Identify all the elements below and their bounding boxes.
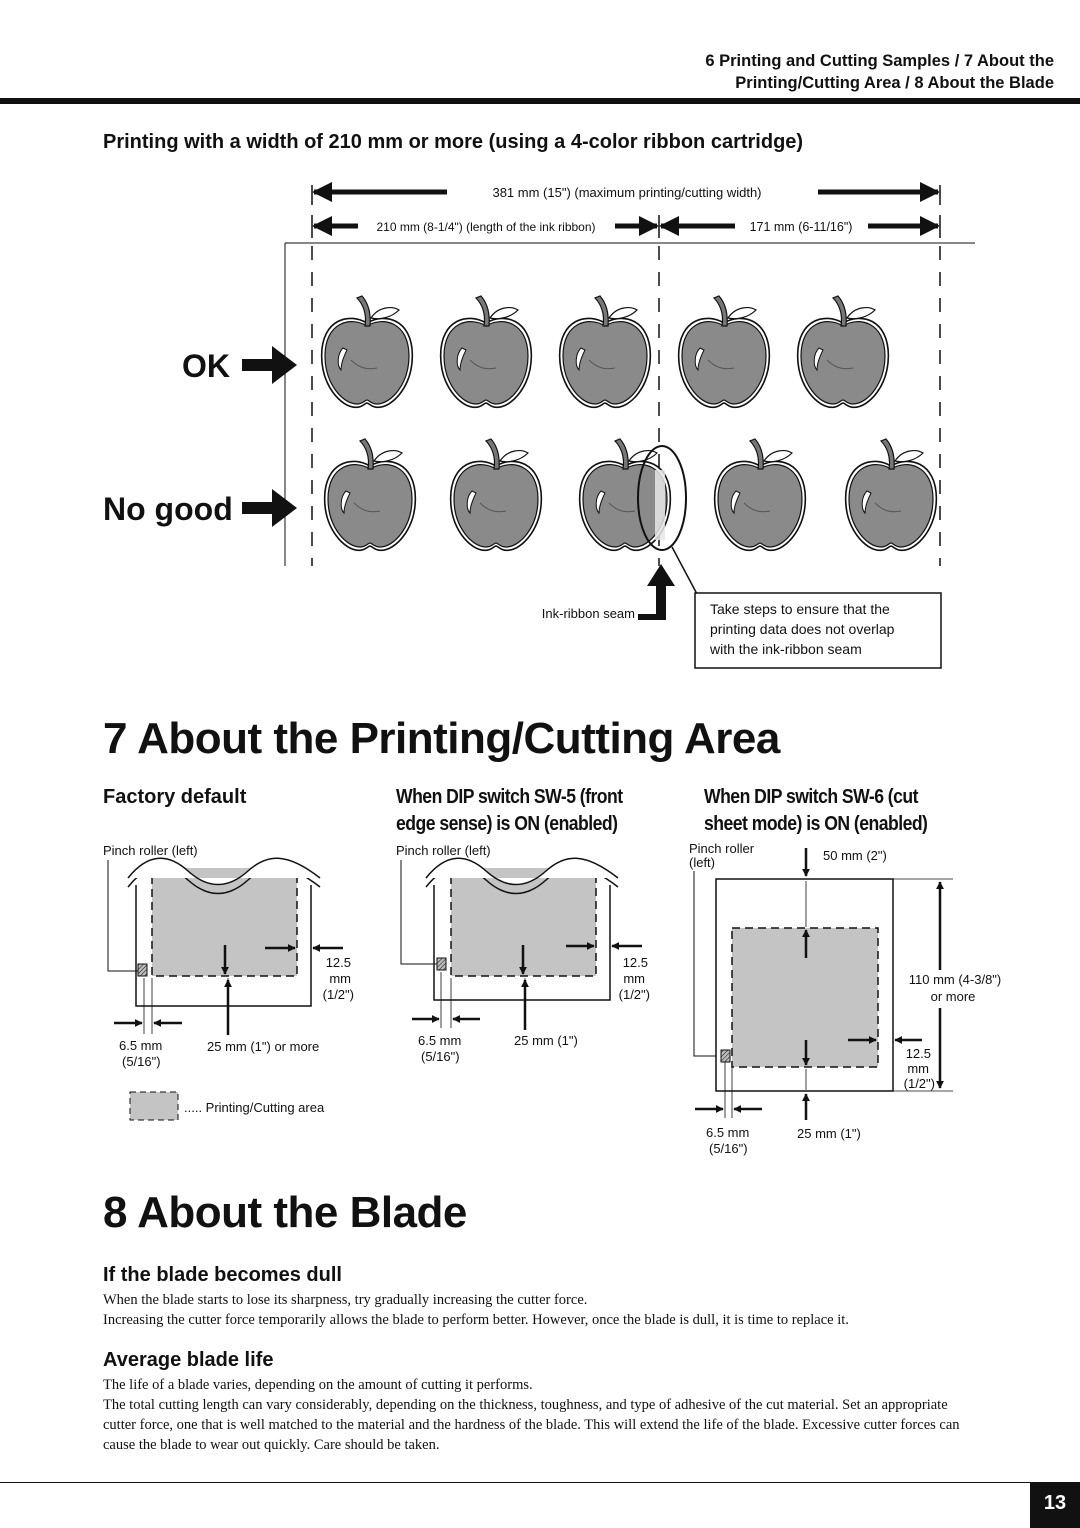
dull-blade-paragraph-2: Increasing the cutter force temporarily allows the blade to perform better. However, once the blade is dull, it is time to replace it. (103, 1312, 849, 1328)
col1-pinch-label: Pinch roller (left) (103, 843, 198, 858)
ok-arrow-icon (242, 346, 297, 384)
col2-bottom-margin-label: 25 mm (1") (514, 1033, 578, 1048)
col1-right-margin-unit: mm (329, 971, 351, 986)
sw5-heading (396, 784, 623, 838)
sw6-heading-line1: When DIP switch SW-6 (cut (704, 786, 918, 808)
callout-line3: with the ink-ribbon seam (710, 641, 862, 657)
apple-icon (325, 439, 416, 550)
sw5-heading-line2: edge sense) is ON (enabled) (396, 813, 618, 835)
factory-default-diagram (103, 843, 354, 1120)
col3-left-margin-inch: (5/16") (709, 1141, 748, 1156)
apple-icon (441, 296, 532, 407)
apple-icon (715, 439, 806, 550)
col3-right-margin-value: 12.5 (905, 1046, 931, 1061)
col3-bottom-margin-label: 25 mm (1") (797, 1126, 861, 1141)
col1-left-margin-inch: (5/16") (122, 1054, 161, 1069)
ok-label: OK (182, 348, 230, 384)
no-good-row-apples (325, 439, 937, 550)
col1-left-margin-value: 6.5 mm (119, 1038, 163, 1053)
page-number: 13 (1030, 1483, 1080, 1528)
col2-right-margin-value: 12.5 (622, 955, 648, 970)
ok-row-apples (322, 296, 889, 407)
blade-life-text (103, 1375, 983, 1455)
legend-swatch (130, 1092, 178, 1120)
no-good-arrow-icon (242, 489, 297, 527)
col3-right-margin-unit: mm (907, 1061, 929, 1076)
apple-icon (451, 439, 542, 550)
dull-blade-text (103, 1290, 983, 1330)
area-section-title: 7 About the Printing/Cutting Area (103, 714, 780, 763)
sw5-heading-line1: When DIP switch SW-5 (front (396, 786, 623, 808)
blade-life-heading: Average blade life (103, 1349, 274, 1371)
col3-pinch-label: Pinch roller (689, 841, 755, 856)
factory-default-heading: Factory default (103, 786, 247, 808)
callout-line1: Take steps to ensure that the (710, 601, 890, 617)
dull-blade-heading: If the blade becomes dull (103, 1264, 342, 1286)
dull-blade-paragraph-1: When the blade starts to lose its sharpness, try gradually increasing the cutter force. (103, 1292, 588, 1308)
no-good-label: No good (103, 491, 233, 527)
blade-life-paragraph-1: The life of a blade varies, depending on the amount of cutting it performs. (103, 1377, 533, 1393)
col3-top-margin-label: 50 mm (2") (823, 848, 887, 863)
running-header-line1: 6 Printing and Cutting Samples / 7 About the (705, 52, 1054, 70)
running-header (705, 50, 1054, 94)
col3-right-margin-inch: (1/2") (903, 1076, 935, 1091)
col2-left-margin-value: 6.5 mm (418, 1033, 462, 1048)
header-rule (0, 98, 1080, 104)
col2-right-margin-unit: mm (623, 971, 645, 986)
running-header-line2: Printing/Cutting Area / 8 About the Blade (735, 74, 1054, 92)
printing-width-heading: Printing with a width of 210 mm or more (using a 4-color ribbon cartridge) (103, 131, 804, 153)
col3-pinch-side: (left) (689, 855, 715, 870)
apple-icon (846, 439, 937, 550)
ink-ribbon-seam-label: Ink-ribbon seam (541, 606, 635, 621)
apple-icon (798, 296, 889, 407)
col1-right-margin-value: 12.5 (325, 955, 351, 970)
sw6-heading (704, 784, 927, 838)
apple-icon (560, 296, 651, 407)
col3-left-margin-value: 6.5 mm (706, 1125, 750, 1140)
sw6-diagram (689, 841, 1001, 1156)
col1-right-margin-inch: (1/2") (322, 987, 354, 1002)
seam-pointer-arrow-icon (638, 564, 675, 620)
footer-rule (0, 1482, 1080, 1483)
max-width-label: 381 mm (15") (maximum printing/cutting width) (492, 185, 762, 200)
area-diagrams (0, 835, 1080, 1165)
apple-icon (679, 296, 770, 407)
col2-left-margin-inch: (5/16") (421, 1049, 460, 1064)
blade-section-title: 8 About the Blade (103, 1188, 467, 1237)
callout-line2: printing data does not overlap (710, 621, 895, 637)
blade-life-paragraph-2: The total cutting length can vary considerably, depending on the thickness, toughness, and type of adhesive of the cut material. Set an appropriate cutter force, one that is well matched to the material and the hardness of the blade. This will extend the life of the blade. Excessive cutter forces can cause the blade to wear out quickly. Care should be taken. (103, 1397, 960, 1453)
col1-bottom-margin-label: 25 mm (1") or more (207, 1039, 320, 1054)
col3-length-qualifier: or more (930, 989, 976, 1004)
remaining-width-label: 171 mm (6-11/16") (749, 220, 853, 234)
sw6-heading-line2: sheet mode) is ON (enabled) (704, 813, 928, 835)
apple-icon (322, 296, 413, 407)
sw5-diagram (396, 843, 650, 1064)
col3-length-label: 110 mm (4-3/8") (908, 972, 1002, 987)
col2-pinch-label: Pinch roller (left) (396, 843, 491, 858)
ribbon-length-label: 210 mm (8-1/4") (length of the ink ribbon) (376, 220, 596, 234)
col2-right-margin-inch: (1/2") (618, 987, 650, 1002)
apple-seam-diagram (0, 175, 1080, 680)
legend-label: ..... Printing/Cutting area (184, 1100, 325, 1115)
